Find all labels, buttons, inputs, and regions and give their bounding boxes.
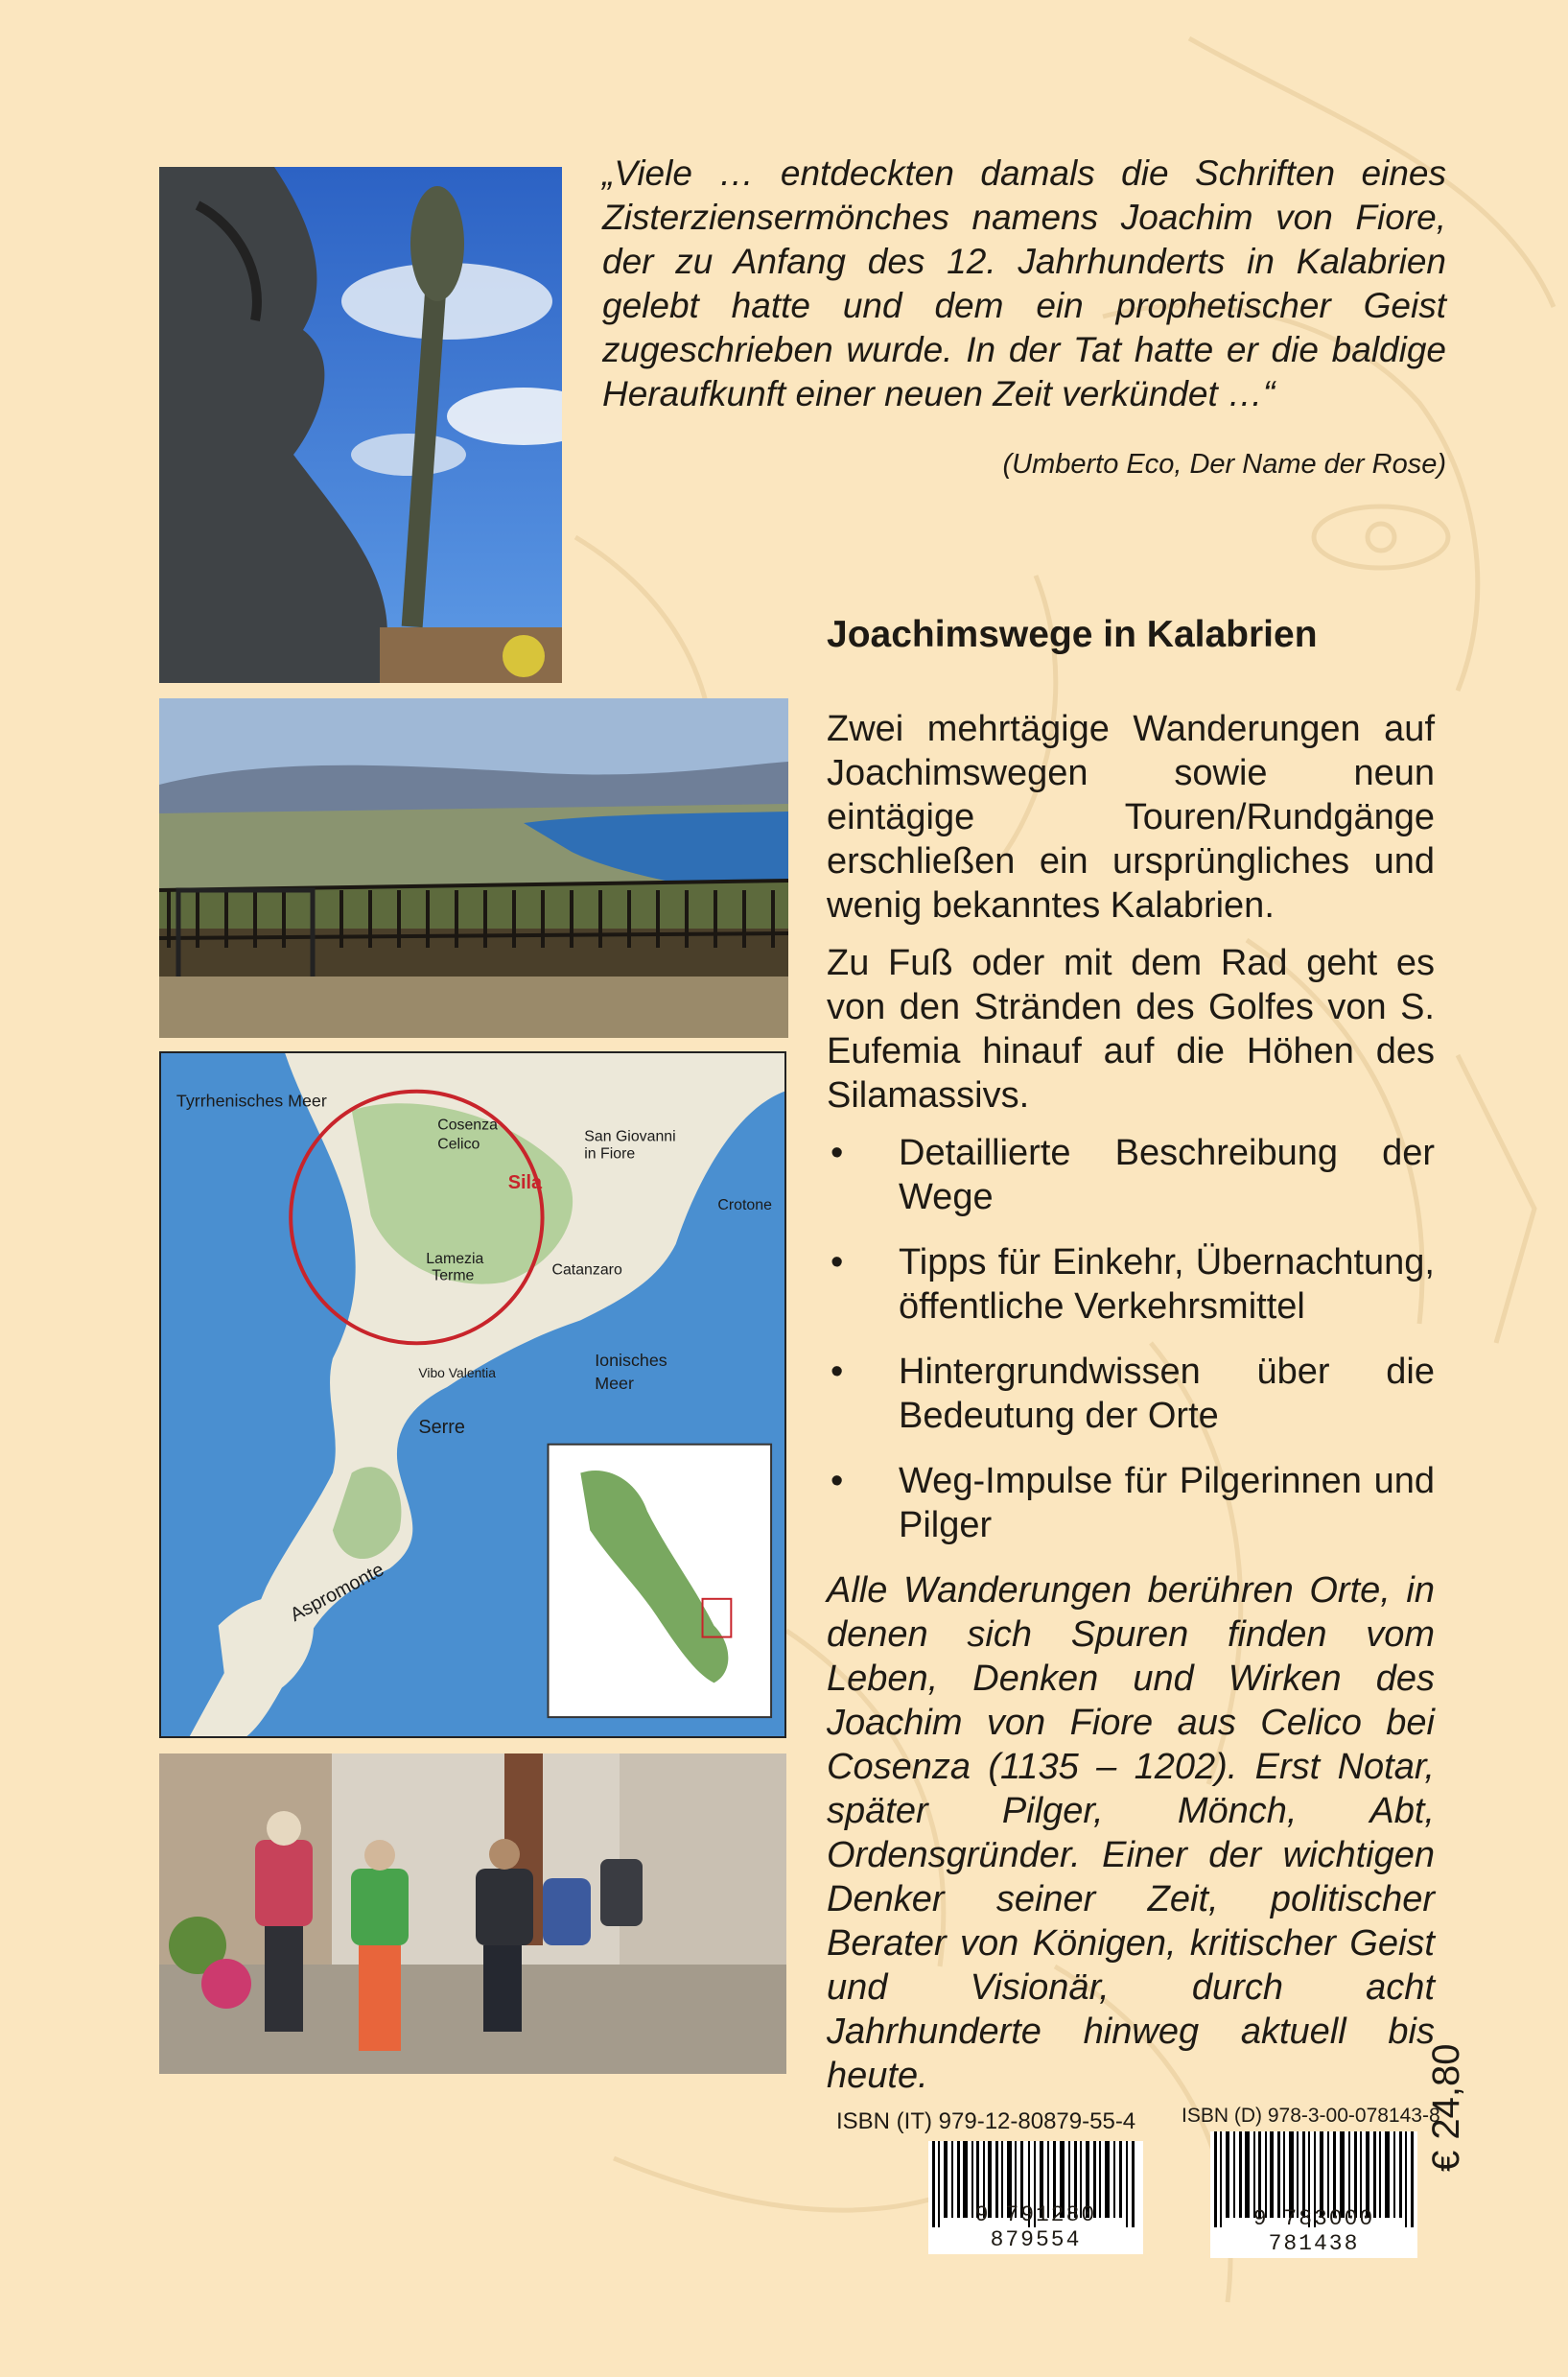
isbn-d-label: ISBN (D) 978-3-00-078143-8	[1182, 2105, 1440, 2127]
list-item: • Tipps für Einkehr, Übernachtung, öffentliche Verkehrsmittel	[831, 1242, 1435, 1327]
map-label-celico: Celico	[437, 1136, 480, 1153]
calabria-map	[159, 1051, 786, 1738]
list-item: • Detaillierte Beschreibung der Wege	[831, 1133, 1435, 1217]
map-label-ionian-1: Ionisches	[595, 1351, 667, 1371]
map-label-lamezia-2: Terme	[432, 1267, 475, 1284]
map-label-vibo: Vibo Valentia	[418, 1365, 496, 1381]
closing-paragraph: Alle Wanderungen berühren Orte, in denen sich Spuren finden vom Leben, Denken und Wirken des Joachim von Fiore aus Celico bei Cosenza (1135 – 1202). Erst Notar, später Pilger, Mönch, Abt, Ordensgründer. Einer der wichtigen Denker seiner Zeit, politischer Berater von Königen, kritischer Geist und Visionär, durch acht Jahrhunderte hinweg aktuell bis heute.	[827, 1570, 1435, 2096]
map-label-sangiovanni-2: in Fiore	[584, 1145, 636, 1163]
statue-photo	[159, 167, 562, 683]
bullet-icon: •	[831, 1352, 844, 1392]
map-label-lamezia-1: Lamezia	[426, 1250, 484, 1267]
intro-paragraph-2: Zu Fuß oder mit dem Rad geht es von den Stränden des Golfes von S. Eufemia hinauf auf die Höhen des Silamassivs.	[827, 943, 1435, 1116]
list-item: • Hintergrundwissen über die Bedeutung der Orte	[831, 1352, 1435, 1436]
barcode-it-digits: 9 791280 879554	[974, 2202, 1097, 2252]
isbn-it-label: ISBN (IT) 979-12-80879-55-4	[836, 2108, 1136, 2134]
map-label-tyrrhenian: Tyrrhenisches Meer	[176, 1091, 327, 1111]
hikers-photo	[159, 1753, 786, 2074]
map-label-crotone: Crotone	[717, 1197, 772, 1214]
map-label-ionian-2: Meer	[595, 1374, 634, 1394]
bullet-icon: •	[831, 1461, 844, 1501]
map-label-aspromonte: Aspromonte	[287, 1559, 388, 1627]
bullet-icon: •	[831, 1133, 844, 1173]
coast-photo	[159, 698, 788, 1038]
map-label-serre: Serre	[418, 1416, 465, 1438]
map-label-catanzaro: Catanzaro	[551, 1261, 622, 1279]
bullet-icon: •	[831, 1242, 844, 1283]
barcode-it	[928, 2141, 1143, 2254]
price: € 24,80	[1425, 2043, 1467, 2172]
book-quote: „Viele … entdeckten damals die Schriften eines Zisterziensermönches namens Joachim von Fiore, der zu Anfang des 12. Jahrhunderts in Kalabrien gelebt hatte und dem ein prophetischer Geist zugeschrieben wurde. In der Tat hatte er die baldige Heraufkunft einer neuen Zeit verkündet …“	[602, 153, 1446, 413]
map-label-sila: Sila	[507, 1172, 543, 1194]
map-label-sangiovanni-1: San Giovanni	[584, 1128, 676, 1145]
section-heading: Joachimswege in Kalabrien	[827, 614, 1318, 655]
map-label-cosenza: Cosenza	[437, 1117, 498, 1134]
description	[827, 707, 1435, 2111]
quote-source: (Umberto Eco, Der Name der Rose)	[1002, 449, 1446, 480]
intro-paragraph-1: Zwei mehrtägige Wanderungen auf Joachimswegen sowie neun eintägige Touren/Rundgänge erschließen ein ursprüngliches und wenig bekanntes Kalabrien.	[827, 709, 1435, 926]
barcode-d-digits: 9 783000 781438	[1252, 2206, 1375, 2256]
barcode-d	[1210, 2131, 1417, 2258]
list-item: • Weg-Impulse für Pilgerinnen und Pilger	[831, 1461, 1435, 1545]
feature-list	[827, 1131, 1435, 1547]
